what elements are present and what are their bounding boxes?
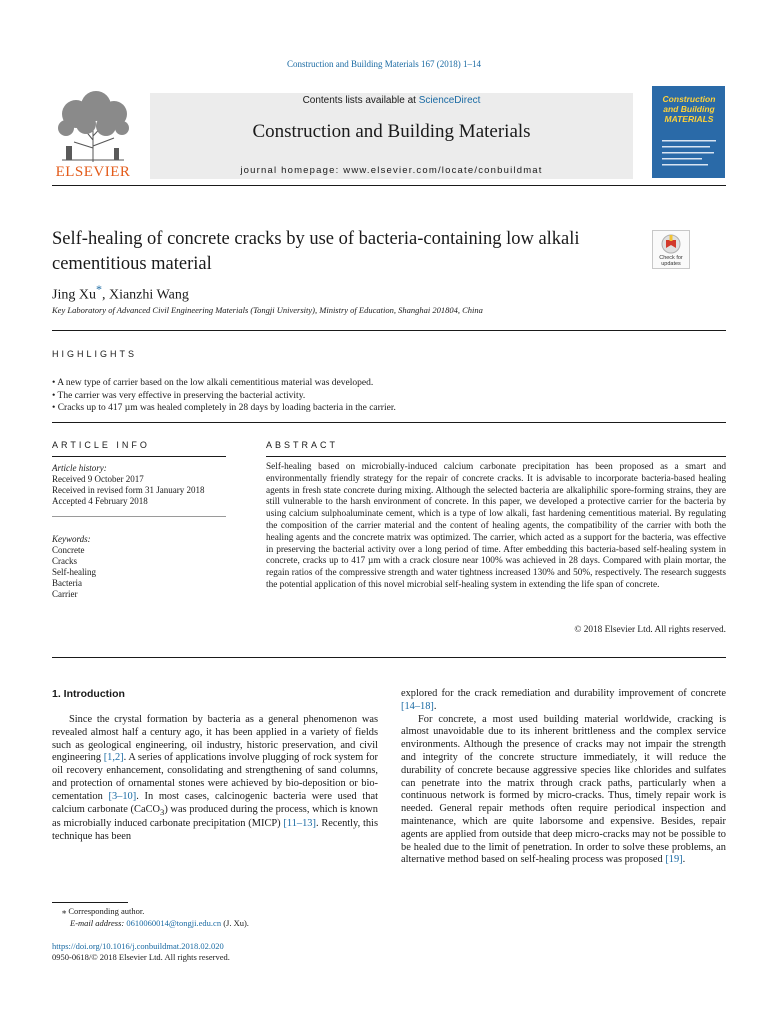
sciencedirect-link[interactable]: ScienceDirect [418, 95, 481, 106]
elsevier-wordmark: ELSEVIER [55, 164, 131, 180]
affiliation: Key Laboratory of Advanced Civil Engineering Materials (Tongji University), Ministry of Education, Shanghai 201804, China [52, 305, 483, 315]
article-history [52, 463, 204, 507]
ref-11-13[interactable]: [11–13] [283, 818, 316, 830]
journal-citation[interactable]: Construction and Building Materials 167 (2018) 1–14 [287, 59, 481, 69]
intro-paragraph-1: Since the crystal formation by bacteria as a general phenomenon was revealed almost half a century ago, it has been applied in a variety of fields such as geological engineering, oil industry, historic preservation, and civil engineering [1,2]. A series of applications involve plugging of rock system for oil recovery enhancement, consolidating and strengthening of sand columns, and protection of ornamental stones were achieved by bio-deposition or bio-cementation [3–10]. In most cases, calcinogenic bacteria were used that calcium carbonate (CaCO$_3$) was produced during the process, which is known as microbially induced carbonate precipitation (MICP) [11–13]. Recently, this technique has been [52, 714, 378, 843]
keywords-label: Keywords: [52, 534, 91, 544]
cover-title: Construction and Building MATERIALS [662, 94, 716, 124]
article-info-label: ARTICLE INFO [52, 440, 150, 450]
check-for-updates-badge[interactable] [652, 230, 690, 269]
abstract-copyright: © 2018 Elsevier Ltd. All rights reserved. [574, 625, 726, 635]
journal-cover-image[interactable] [652, 86, 725, 178]
ref-1-2[interactable]: [1,2] [103, 752, 124, 764]
author-wang[interactable]: Xianzhi Wang [108, 287, 189, 303]
keyword: Self-healing [52, 567, 96, 577]
doi-link[interactable]: https://doi.org/10.1016/j.conbuildmat.2018.02.020 [52, 941, 224, 951]
highlights-list [52, 377, 396, 415]
body-column-left [52, 714, 378, 844]
header-rule [52, 185, 726, 186]
received-date: Received 9 October 2017 [52, 474, 144, 484]
cover-text-lines-icon [662, 138, 716, 168]
author-separator: , [101, 287, 109, 303]
ref-19[interactable]: [19] [665, 854, 683, 866]
keyword: Carrier [52, 589, 78, 599]
email-link[interactable]: 0610060014@tongji.edu.cn [126, 918, 222, 928]
badge-label: Check for updates [659, 255, 683, 267]
ref-3-10[interactable]: [3–10] [108, 790, 137, 802]
corresponding-mark[interactable]: * [95, 282, 102, 296]
footnote-rule [52, 902, 128, 903]
issn-line: 0950-0618/© 2018 Elsevier Ltd. All rights reserved. [52, 952, 230, 962]
contents-line [150, 95, 633, 106]
paper-title: Self-healing of concrete cracks by use of bacteria-containing low alkali cementitious material [52, 229, 580, 274]
article-info-rule [52, 456, 226, 457]
abstract-text: Self-healing based on microbially-induced calcium carbonate precipitation has been proposed as a smart and environmentally friendly strategy for the repair of concrete cracks. It is advisable to incorporate bacteria-based healing agents in fresh state concrete during mixing. Although the selected bacteria are alkaliphilic spore-forming strains, they are still vulnerable to the harsh environment of concrete. In this paper, we developed a protective carrier for the bacteria by using calcium sulphoaluminate cement, which is a type of low alkali, fast hardening cementitious material. By regulating the composition of the carrier material and the content of healing agents, the compatibility of the carrier with both the healing agents and the concrete matrix was optimized. The carrier, which acted as a support for the bacteria, was effective in preserving the bacterial activity over a long period of time. After embedding this bacteria-based self-healing system in concrete, cracks up to 417 µm with a crack closure near 100% was achieved in 28 days. Compared with plain mortar, the regain ratios of the compressive strength and water tightness increased 130% and 50%, respectively. The research suggests the potential application of this novel microbial self-healing system in extending the life span of concrete. [266, 462, 726, 590]
author-xu[interactable]: Jing Xu [52, 287, 96, 303]
keywords-block [52, 534, 96, 600]
intro-paragraph-1-continued: explored for the crack remediation and durability improvement of concrete [14–18]. [401, 688, 726, 712]
email-footnote: E-mail address: 0610060014@tongji.edu.cn (J. Xu). [70, 918, 249, 928]
abstract-rule [266, 456, 726, 457]
accepted-date: Accepted 4 February 2018 [52, 496, 148, 506]
journal-title: Construction and Building Materials [252, 121, 531, 142]
journal-homepage[interactable]: journal homepage: www.elsevier.com/locate/conbuildmat [240, 165, 543, 176]
highlight-item: • The carrier was very effective in preserving the bacterial activity. [52, 390, 396, 403]
revised-date: Received in revised form 31 January 2018 [52, 485, 205, 495]
front-matter-rule [52, 657, 726, 658]
history-label: Article history: [52, 463, 107, 473]
highlights-label: HIGHLIGHTS [52, 349, 138, 359]
keywords-rule [52, 516, 226, 517]
keyword: Bacteria [52, 578, 82, 588]
keyword: Cracks [52, 556, 77, 566]
subscript-3: 3 [160, 806, 165, 817]
corresponding-footnote: ⁎ Corresponding author. [62, 906, 145, 916]
highlight-item: • A new type of carrier based on the low alkali cementitious material was developed. [52, 377, 396, 390]
body-column-right [401, 688, 726, 867]
highlight-item: • Cracks up to 417 µm was healed completely in 28 days by loading bacteria in the carrier. [52, 402, 396, 415]
author-list [52, 282, 189, 304]
abstract-label: ABSTRACT [266, 440, 339, 450]
highlights-rule [52, 422, 726, 423]
intro-paragraph-2: For concrete, a most used building material worldwide, cracking is almost unavoidable due to its inherent brittleness and the complex service environments. Although the presence of cracks may not impair the strength and integrity of the concrete structure immediately, it will reduce the durability of concrete because aggressive species like chlorides and sulfates can penetrate into the matrix through crack paths, particularly when a continuous network is formed by micro-cracks. Thus, timely repair work is needed. General repair methods often require periodical inspection and maintenance, which are quite laborsome and expensive. Besides, repair agents are applied from outside that deep micro-cracks may not be possible to be healed due to the limit of penetration. In order to solve these problems, an alternative method based on self-healing process was proposed [19]. [401, 713, 726, 866]
title-rule [52, 330, 726, 331]
ref-14-18[interactable]: [14–18] [401, 700, 434, 712]
footnote-mark: ⁎ [62, 906, 67, 916]
contents-prefix: Contents lists available at [302, 95, 419, 106]
keyword: Concrete [52, 545, 85, 555]
section-heading-introduction: 1. Introduction [52, 688, 125, 700]
